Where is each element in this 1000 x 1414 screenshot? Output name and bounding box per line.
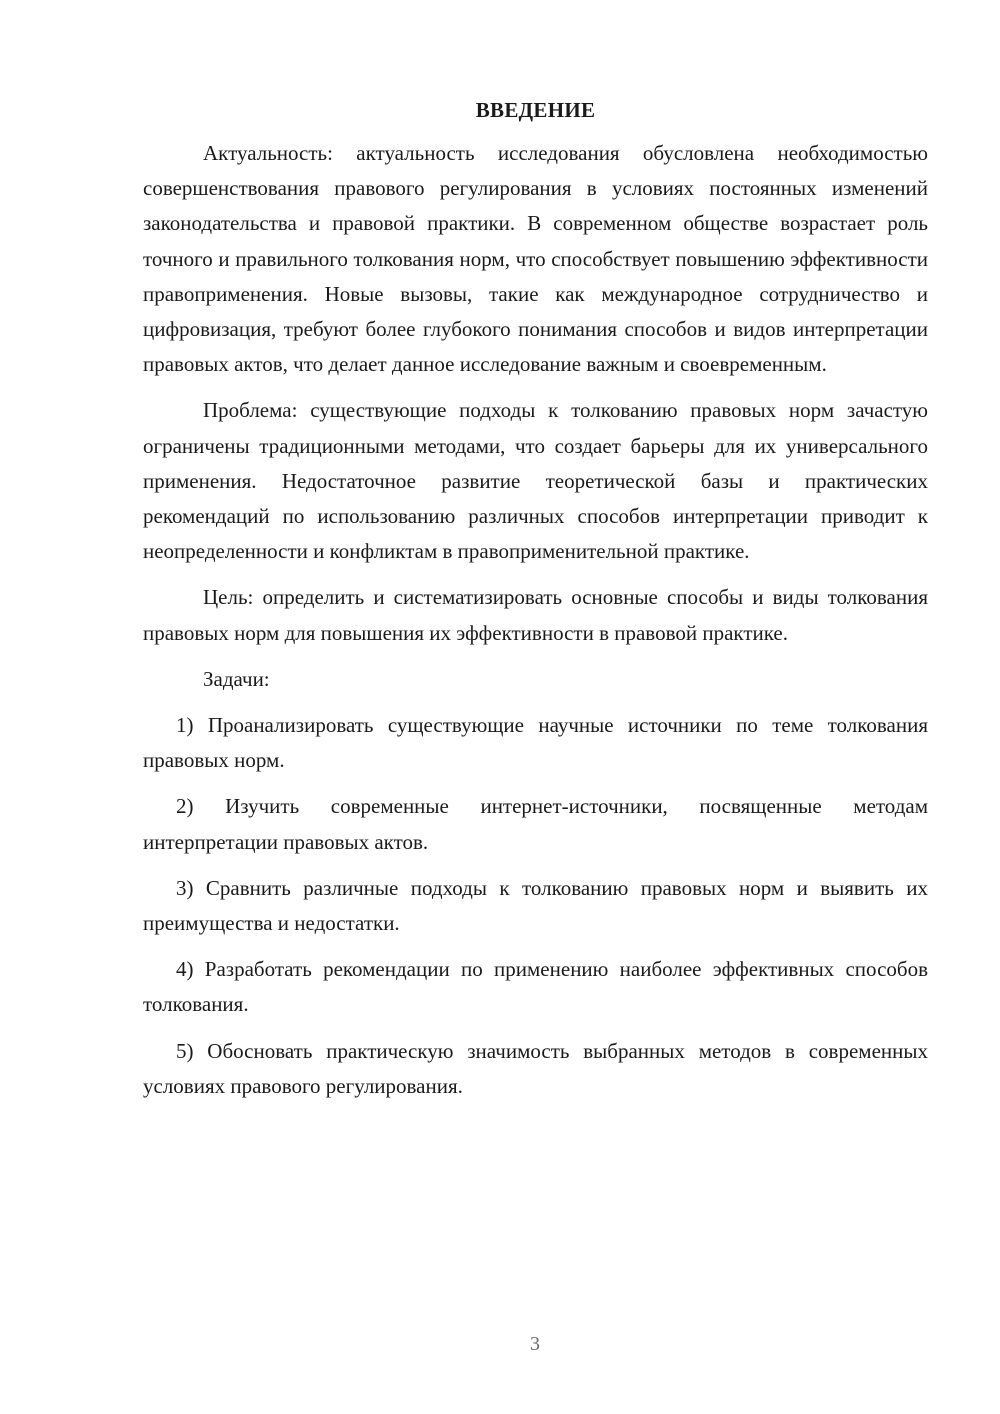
task-item-2: 2) Изучить современные интернет-источники, посвященные методам интерпретации правовых актов.	[143, 794, 928, 854]
task-item-4: 4) Разработать рекомендации по применению наиболее эффективных способов толкования.	[143, 957, 928, 1017]
task-item-5: 5) Обосновать практическую значимость выбранных методов в современных условиях правового регулирования.	[143, 1038, 928, 1098]
paragraph-relevance: Актуальность: актуальность исследования обусловлена необходимостью совершенствования правового регулирования в условиях постоянных изменений законодательства и правовой практики. В современном обществе возрастает роль точного и правильного толкования норм, что способствует повышению эффективности правоприменения. Новые вызовы, такие как международное сотрудничество и цифровизация, требуют более глубокого понимания способов и видов интерпретации правовых актов, что делает данное исследование важным и своевременным.	[143, 141, 928, 377]
paragraph-problem: Проблема: существующие подходы к толкованию правовых норм зачастую ограничены традиционными методами, что создает барьеры для их универсального применения. Недостаточное развитие теоретической базы и практических рекомендаций по использованию различных способов интерпретации приводит к неопределенности и конфликтам в правоприменительной практике.	[143, 398, 928, 564]
task-item-1: 1) Проанализировать существующие научные источники по теме толкования правовых норм.	[143, 713, 928, 773]
page-content	[143, 93, 928, 1115]
paragraph-goal: Цель: определить и систематизировать основные способы и виды толкования правовых норм для повышения их эффективности в правовой практике.	[143, 585, 928, 645]
page-number: 3	[530, 1333, 540, 1355]
tasks-heading: Задачи:	[203, 666, 270, 691]
page-title: ВВЕДЕНИЕ	[475, 98, 596, 122]
task-item-3: 3) Сравнить различные подходы к толкованию правовых норм и выявить их преимущества и недостатки.	[143, 875, 928, 936]
